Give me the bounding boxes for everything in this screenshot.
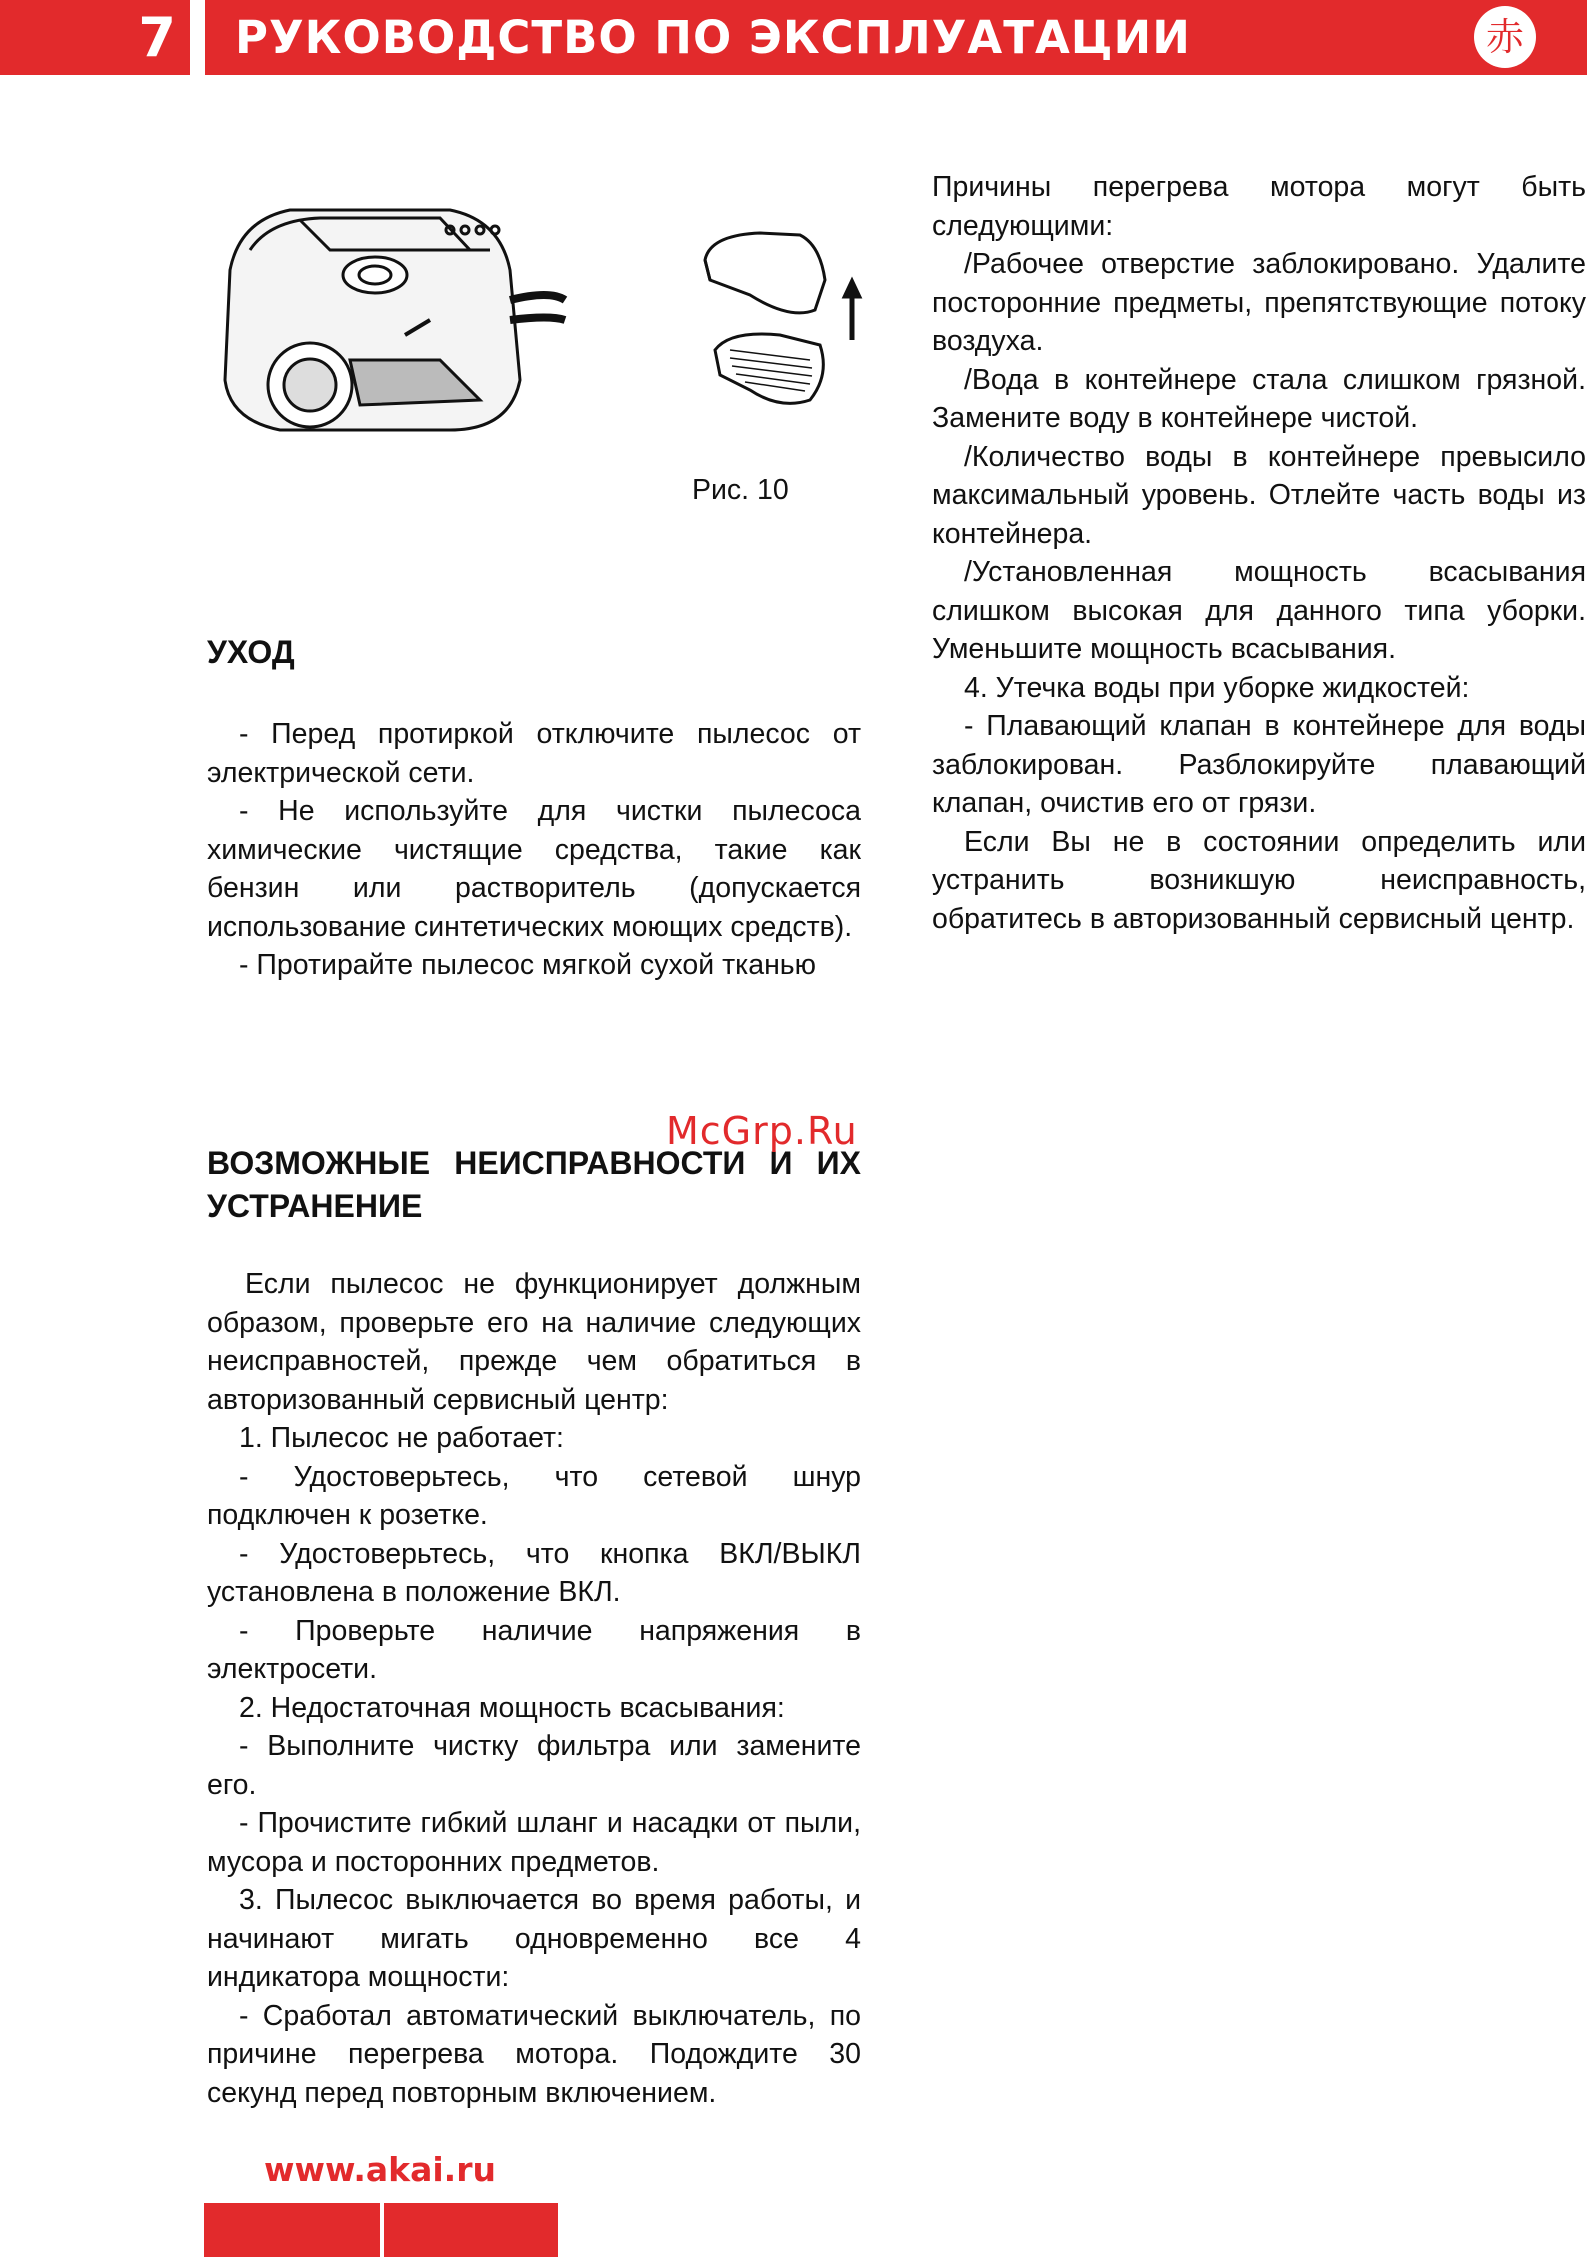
right-paragraph: - Плавающий клапан в контейнере для воды заблокирован. Разблокируйте плавающий клапан, очистив его от грязи. (932, 710, 1586, 819)
troubleshooting-heading: ВОЗМОЖНЫЕ НЕИСПРАВНОСТИ И ИХ УСТРАНЕНИЕ (207, 1145, 861, 1224)
care-paragraph: - Протирайте пылесос мягкой сухой тканью (239, 949, 817, 981)
troubleshooting-paragraph: - Проверьте наличие напряжения в электросети. (207, 1614, 861, 1685)
troubleshooting-paragraph: 1. Пылесос не работает: (239, 1422, 564, 1454)
figure-caption: Рис. 10 (692, 474, 789, 506)
care-text (207, 715, 861, 985)
brand-logo-icon: 赤 (1474, 6, 1536, 68)
troubleshooting-paragraph: - Прочистите гибкий шланг и насадки от пыли, мусора и посторонних предметов. (207, 1807, 861, 1878)
care-paragraph: - Не используйте для чистки пылесоса химические чистящие средства, такие как бензин или растворитель (допускается использование синтетических моющих средств). (207, 795, 861, 943)
right-paragraph: /Вода в контейнере стала слишком грязной. Замените воду в контейнере чистой. (932, 363, 1586, 434)
troubleshooting-paragraph: - Выполните чистку фильтра или замените его. (207, 1730, 861, 1801)
right-paragraph: Причины перегрева мотора могут быть следующими: (932, 171, 1586, 242)
watermark: McGrp.Ru (666, 1109, 858, 1153)
care-paragraph: - Перед протиркой отключите пылесос от электрической сети. (207, 718, 861, 789)
footer-decor-block (204, 2203, 380, 2257)
right-column-text (932, 168, 1586, 938)
footer-website-link[interactable]: www.akai.ru (264, 2150, 496, 2189)
care-heading: УХОД (207, 634, 295, 670)
right-paragraph: /Установленная мощность всасывания слишком высокая для данного типа уборки. Уменьшите мощность всасывания. (932, 556, 1586, 665)
troubleshooting-paragraph: 2. Недостаточная мощность всасывания: (239, 1691, 785, 1724)
troubleshooting-paragraph: - Сработал автоматический выключатель, по причине перегрева мотора. Подождите 30 секунд перед повторным включением. (207, 1999, 861, 2109)
footer-decor-block (384, 2203, 558, 2257)
right-paragraph: /Количество воды в контейнере превысило максимальный уровень. Отлейте часть воды из контейнера. (932, 440, 1586, 550)
right-paragraph: Если Вы не в состоянии определить или устранить возникшую неисправность, обратитесь в авторизованный сервисный центр. (932, 825, 1586, 935)
troubleshooting-paragraph: - Удостоверьтесь, что кнопка ВКЛ/ВЫКЛ установлена в положение ВКЛ. (207, 1537, 861, 1608)
troubleshooting-paragraph: Если пылесос не функционирует должным образом, проверьте его на наличие следующих неисправностей, прежде чем обратиться в авторизованный сервисный центр: (207, 1268, 861, 1416)
page-number: 7 (0, 0, 190, 75)
troubleshooting-paragraph: 3. Пылесос выключается во время работы, и начинают мигать одновременно все 4 индикатора мощности: (207, 1884, 861, 1993)
right-paragraph: /Рабочее отверстие заблокировано. Удалите посторонние предметы, препятствующие потоку воздуха. (932, 248, 1586, 357)
filter-part-illustration (690, 225, 890, 435)
page-title: РУКОВОДСТВО ПО ЭКСПЛУАТАЦИИ (205, 0, 1587, 75)
troubleshooting-text (207, 1265, 861, 2112)
vacuum-cleaner-illustration (210, 190, 570, 450)
troubleshooting-paragraph: - Удостоверьтесь, что сетевой шнур подключен к розетке. (207, 1460, 861, 1531)
right-paragraph: 4. Утечка воды при уборке жидкостей: (964, 671, 1470, 704)
